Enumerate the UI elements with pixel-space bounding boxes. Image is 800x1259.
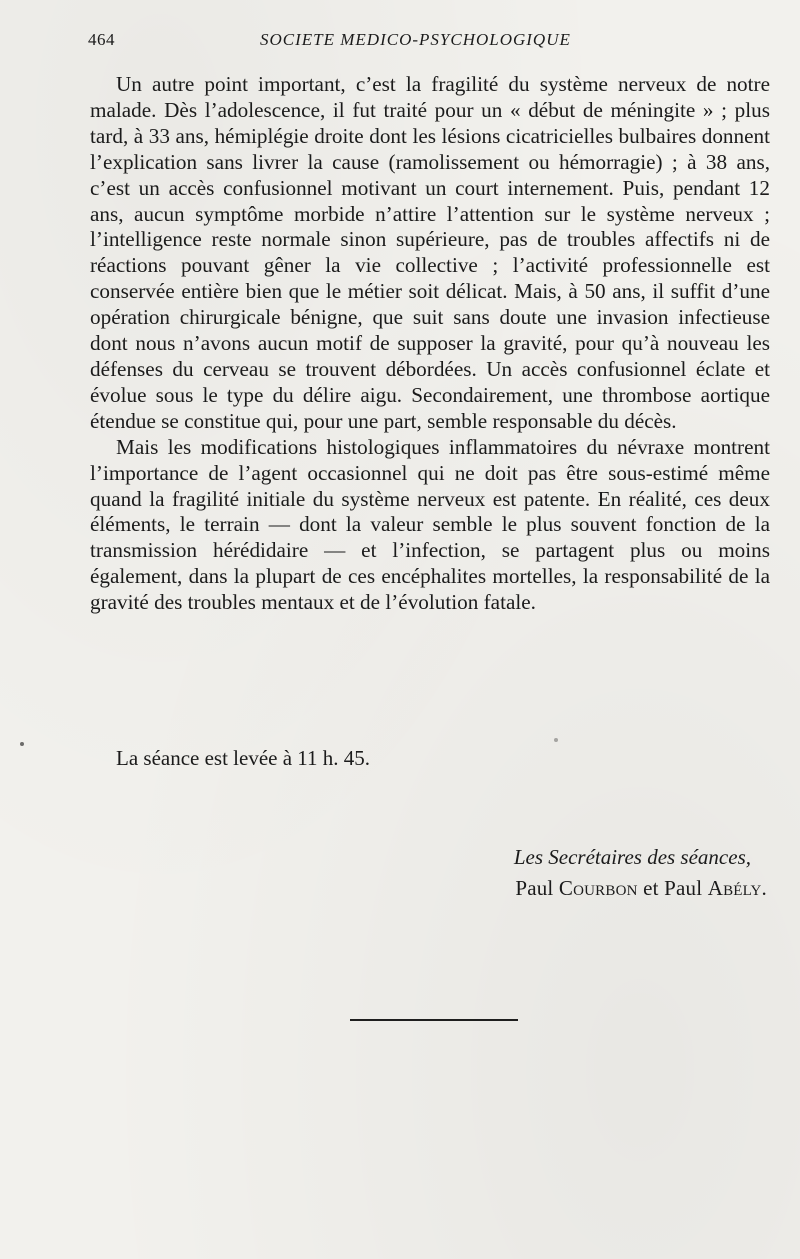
running-header bbox=[88, 30, 708, 54]
paragraph-histology: Mais les modifications histologiques inflammatoires du névraxe montrent l’importance de l’agent occasionnel qui ne doit pas être sous-estimé même quand la fragilité initiale du système nerveux est patente. En réalité, ces deux éléments, le terrain — dont la valeur semble le plus souvent fonction de la transmission hérédidaire — et l’infection, se partagent plus ou moins également, dans la plupart de ces encéphalites mortelles, la responsabilité de la gravité des troubles mentaux et de l’évolution fatale. bbox=[90, 434, 770, 615]
ink-speck bbox=[554, 738, 558, 742]
conjunction: et bbox=[643, 876, 659, 900]
ink-speck bbox=[20, 742, 24, 746]
journal-title: SOCIETE MEDICO-PSYCHOLOGIQUE bbox=[260, 30, 571, 49]
signature-block bbox=[514, 842, 767, 904]
first-name-1: Paul bbox=[515, 876, 554, 900]
signature-names bbox=[514, 873, 767, 904]
body-text bbox=[90, 72, 770, 616]
first-name-2: Paul bbox=[664, 876, 703, 900]
signature-role: Les Secrétaires des séances, bbox=[513, 845, 751, 869]
end-rule bbox=[350, 1019, 518, 1021]
surname-2: Abély. bbox=[707, 876, 767, 900]
surname-1: Courbon bbox=[558, 876, 638, 900]
paragraph-fragility: Un autre point important, c’est la fragilité du système nerveux de notre malade. Dès l’adolescence, il fut traité pour un « début de méningite » ; plus tard, à 33 ans, hémiplégie droite dont les lésions cicatricielles bulbaires donnent l’explication sans livrer la cause (ramolissement ou hémorragie) ; à 38 ans, c’est un accès confusionnel motivant un court internement. Puis, pendant 12 ans, aucun symptôme morbide n’attire l’attention sur le système nerveux ; l’intelligence reste normale sinon supérieure, pas de troubles affectifs ni de réactions pouvant gêner la vie collective ; l’activité professionnelle est conservée entière bien que le métier soit délicat. Mais, à 50 ans, il suffit d’une opération chirurgicale bénigne, que suit sans doute une invasion infectieuse dont nous n’avons aucun motif de supposer la gravité, pour qu’à nouveau les défenses du cerveau se trouvent débordées. Un accès confusionnel éclate et évolue sous le type du délire aigu. Secondairement, une thrombose aortique étendue se constitue qui, pour une part, semble responsable du décès. bbox=[90, 72, 770, 433]
session-closing: La séance est levée à 11 h. 45. bbox=[116, 746, 371, 770]
page-number: 464 bbox=[88, 30, 115, 49]
